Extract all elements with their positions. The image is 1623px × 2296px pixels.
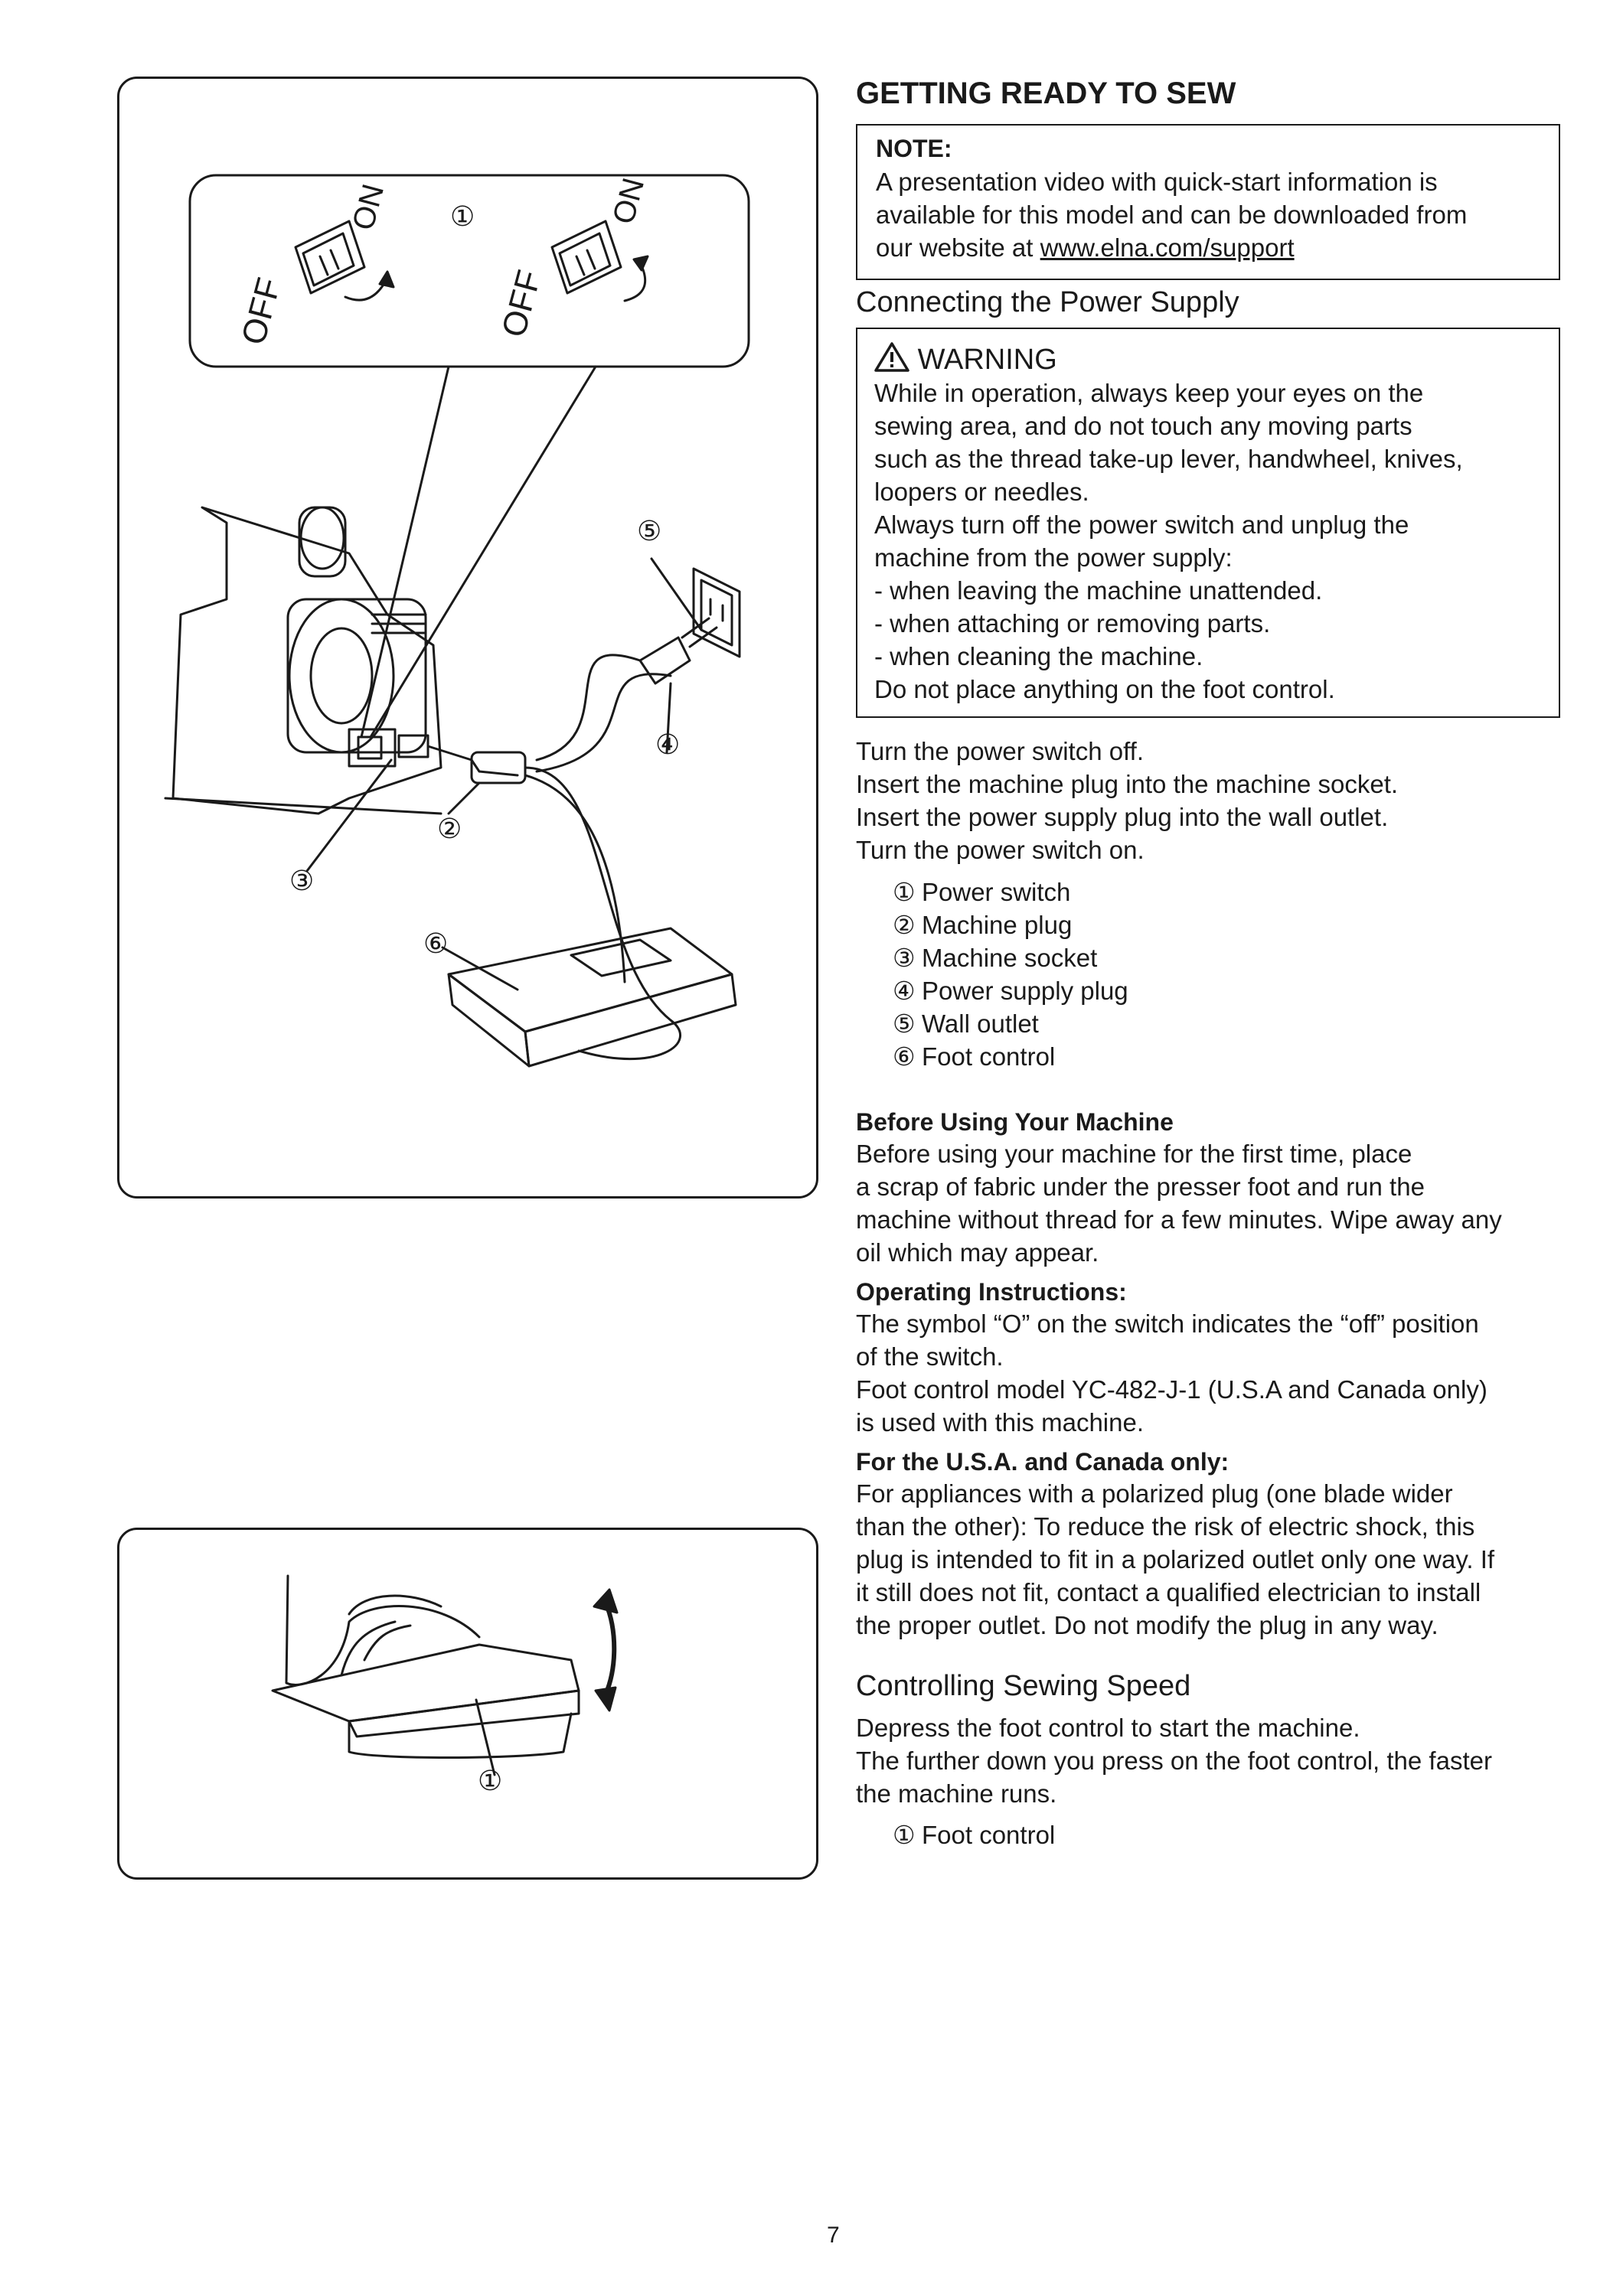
power-steps (856, 735, 1560, 866)
paragraph-line: machine without thread for a few minutes. Wipe away any (856, 1205, 1502, 1234)
switch-on-label: ON (346, 180, 391, 234)
part-label: Machine plug (922, 911, 1073, 939)
parts-list-item (893, 908, 1128, 941)
power-parts-list (893, 876, 1128, 1073)
warning-line: Always turn off the power switch and unplug the (874, 510, 1409, 539)
warning-line: - when leaving the machine unattended. (874, 576, 1323, 605)
speed-paragraph (856, 1711, 1560, 1810)
warning-line: such as the thread take-up lever, handwheel, knives, (874, 445, 1463, 473)
warning-line: machine from the power supply: (874, 543, 1233, 572)
paragraph-line: Depress the foot control to start the machine. (856, 1714, 1360, 1742)
operating-heading: Operating Instructions: (856, 1278, 1127, 1306)
paragraph-line: the machine runs. (856, 1779, 1057, 1808)
part-label: Wall outlet (922, 1009, 1039, 1038)
warning-line: loopers or needles. (874, 478, 1089, 506)
callout-5: ⑤ (637, 516, 662, 547)
warning-line: - when cleaning the machine. (874, 642, 1203, 670)
part-label: Machine socket (922, 944, 1098, 972)
paragraph-line: Foot control model YC-482-J-1 (U.S.A and Canada only) (856, 1375, 1487, 1404)
paragraph-line: the proper outlet. Do not modify the plug in any way. (856, 1611, 1438, 1639)
warning-line: - when attaching or removing parts. (874, 609, 1271, 638)
power-connection-figure (117, 77, 818, 1199)
before-using-section (856, 1107, 1560, 1269)
parts-list-item (893, 941, 1128, 974)
callout-foot-control: ① (478, 1766, 503, 1797)
parts-list-item (893, 974, 1128, 1007)
paragraph-line: a scrap of fabric under the presser foot and run the (856, 1172, 1425, 1201)
switch-off-label-2: OFF (495, 266, 549, 341)
operating-section (856, 1277, 1560, 1439)
paragraph-line: is used with this machine. (856, 1408, 1145, 1437)
callout-3: ③ (289, 866, 315, 897)
foot-pressing-illustration (119, 1530, 816, 1877)
note-line: A presentation video with quick-start information is (876, 168, 1438, 196)
up-down-arrow-icon (594, 1590, 617, 1711)
warning-box (856, 328, 1560, 718)
usa-canada-section (856, 1446, 1560, 1642)
callout-1: ① (450, 201, 475, 233)
warning-line: sewing area, and do not touch any moving parts (874, 412, 1412, 440)
sewing-machine-side-drawing (165, 507, 441, 814)
part-number: ① (893, 1821, 916, 1849)
warning-line: While in operation, always keep your eyes on the (874, 379, 1424, 407)
step: Turn the power switch off. (856, 737, 1145, 765)
switch-on-label-2: ON (606, 174, 651, 228)
paragraph-line: The symbol “O” on the switch indicates the “off” position (856, 1309, 1479, 1338)
part-label: Power switch (922, 878, 1071, 906)
switch-off-label: OFF (234, 273, 289, 349)
callout-4: ④ (655, 729, 681, 761)
paragraph-line: Before using your machine for the first time, place (856, 1140, 1412, 1168)
foot-control-speed-figure (117, 1528, 818, 1880)
parts-list-item (893, 1040, 1128, 1073)
usa-canada-heading: For the U.S.A. and Canada only: (856, 1448, 1229, 1476)
paragraph-line: For appliances with a polarized plug (one blade wider (856, 1479, 1453, 1508)
power-connection-illustration (119, 79, 816, 1196)
callout-2: ② (437, 814, 462, 845)
part-label: Foot control (922, 1042, 1056, 1071)
part-number: ⑥ (893, 1042, 916, 1071)
page-title: GETTING READY TO SEW (856, 77, 1236, 110)
part-number: ③ (893, 944, 916, 972)
part-label: Power supply plug (922, 977, 1128, 1005)
note-line: our website at (876, 233, 1040, 262)
page-number: 7 (827, 2223, 840, 2248)
part-number: ④ (893, 977, 916, 1005)
before-using-heading: Before Using Your Machine (856, 1108, 1174, 1136)
note-box (856, 124, 1560, 280)
parts-list-item (893, 1818, 1055, 1851)
note-line: available for this model and can be downloaded from (876, 201, 1468, 229)
part-label: Foot control (922, 1821, 1056, 1849)
leg-drawing (286, 1576, 479, 1684)
paragraph-line: The further down you press on the foot control, the faster (856, 1746, 1492, 1775)
paragraph-line: of the switch. (856, 1342, 1004, 1371)
parts-list-item (893, 1007, 1128, 1040)
paragraph-line: it still does not fit, contact a qualified electrician to install (856, 1578, 1481, 1606)
speed-parts-list (893, 1818, 1055, 1851)
step: Turn the power switch on. (856, 836, 1145, 864)
paragraph-line: oil which may appear. (856, 1238, 1099, 1267)
warning-label: WARNING (917, 344, 1057, 376)
step: Insert the power supply plug into the wall outlet. (856, 803, 1389, 831)
part-number: ① (893, 878, 916, 906)
step: Insert the machine plug into the machine socket. (856, 770, 1399, 798)
parts-list-item (893, 876, 1128, 908)
part-number: ② (893, 911, 916, 939)
warning-line: Do not place anything on the foot control. (874, 675, 1335, 703)
warning-icon (874, 341, 909, 372)
part-number: ⑤ (893, 1009, 916, 1038)
support-link[interactable]: www.elna.com/support (1040, 233, 1295, 262)
paragraph-line: plug is intended to fit in a polarized outlet only one way. If (856, 1545, 1495, 1574)
foot-pedal-drawing (273, 1645, 579, 1758)
foot-control-drawing (449, 928, 736, 1066)
paragraph-line: than the other): To reduce the risk of electric shock, this (856, 1512, 1475, 1541)
switch-on-drawing (552, 221, 648, 301)
wall-outlet-drawing (694, 569, 740, 657)
callout-6: ⑥ (423, 928, 449, 960)
speed-heading: Controlling Sewing Speed (856, 1670, 1191, 1702)
power-section-heading: Connecting the Power Supply (856, 286, 1239, 318)
note-heading: NOTE: (876, 135, 952, 162)
